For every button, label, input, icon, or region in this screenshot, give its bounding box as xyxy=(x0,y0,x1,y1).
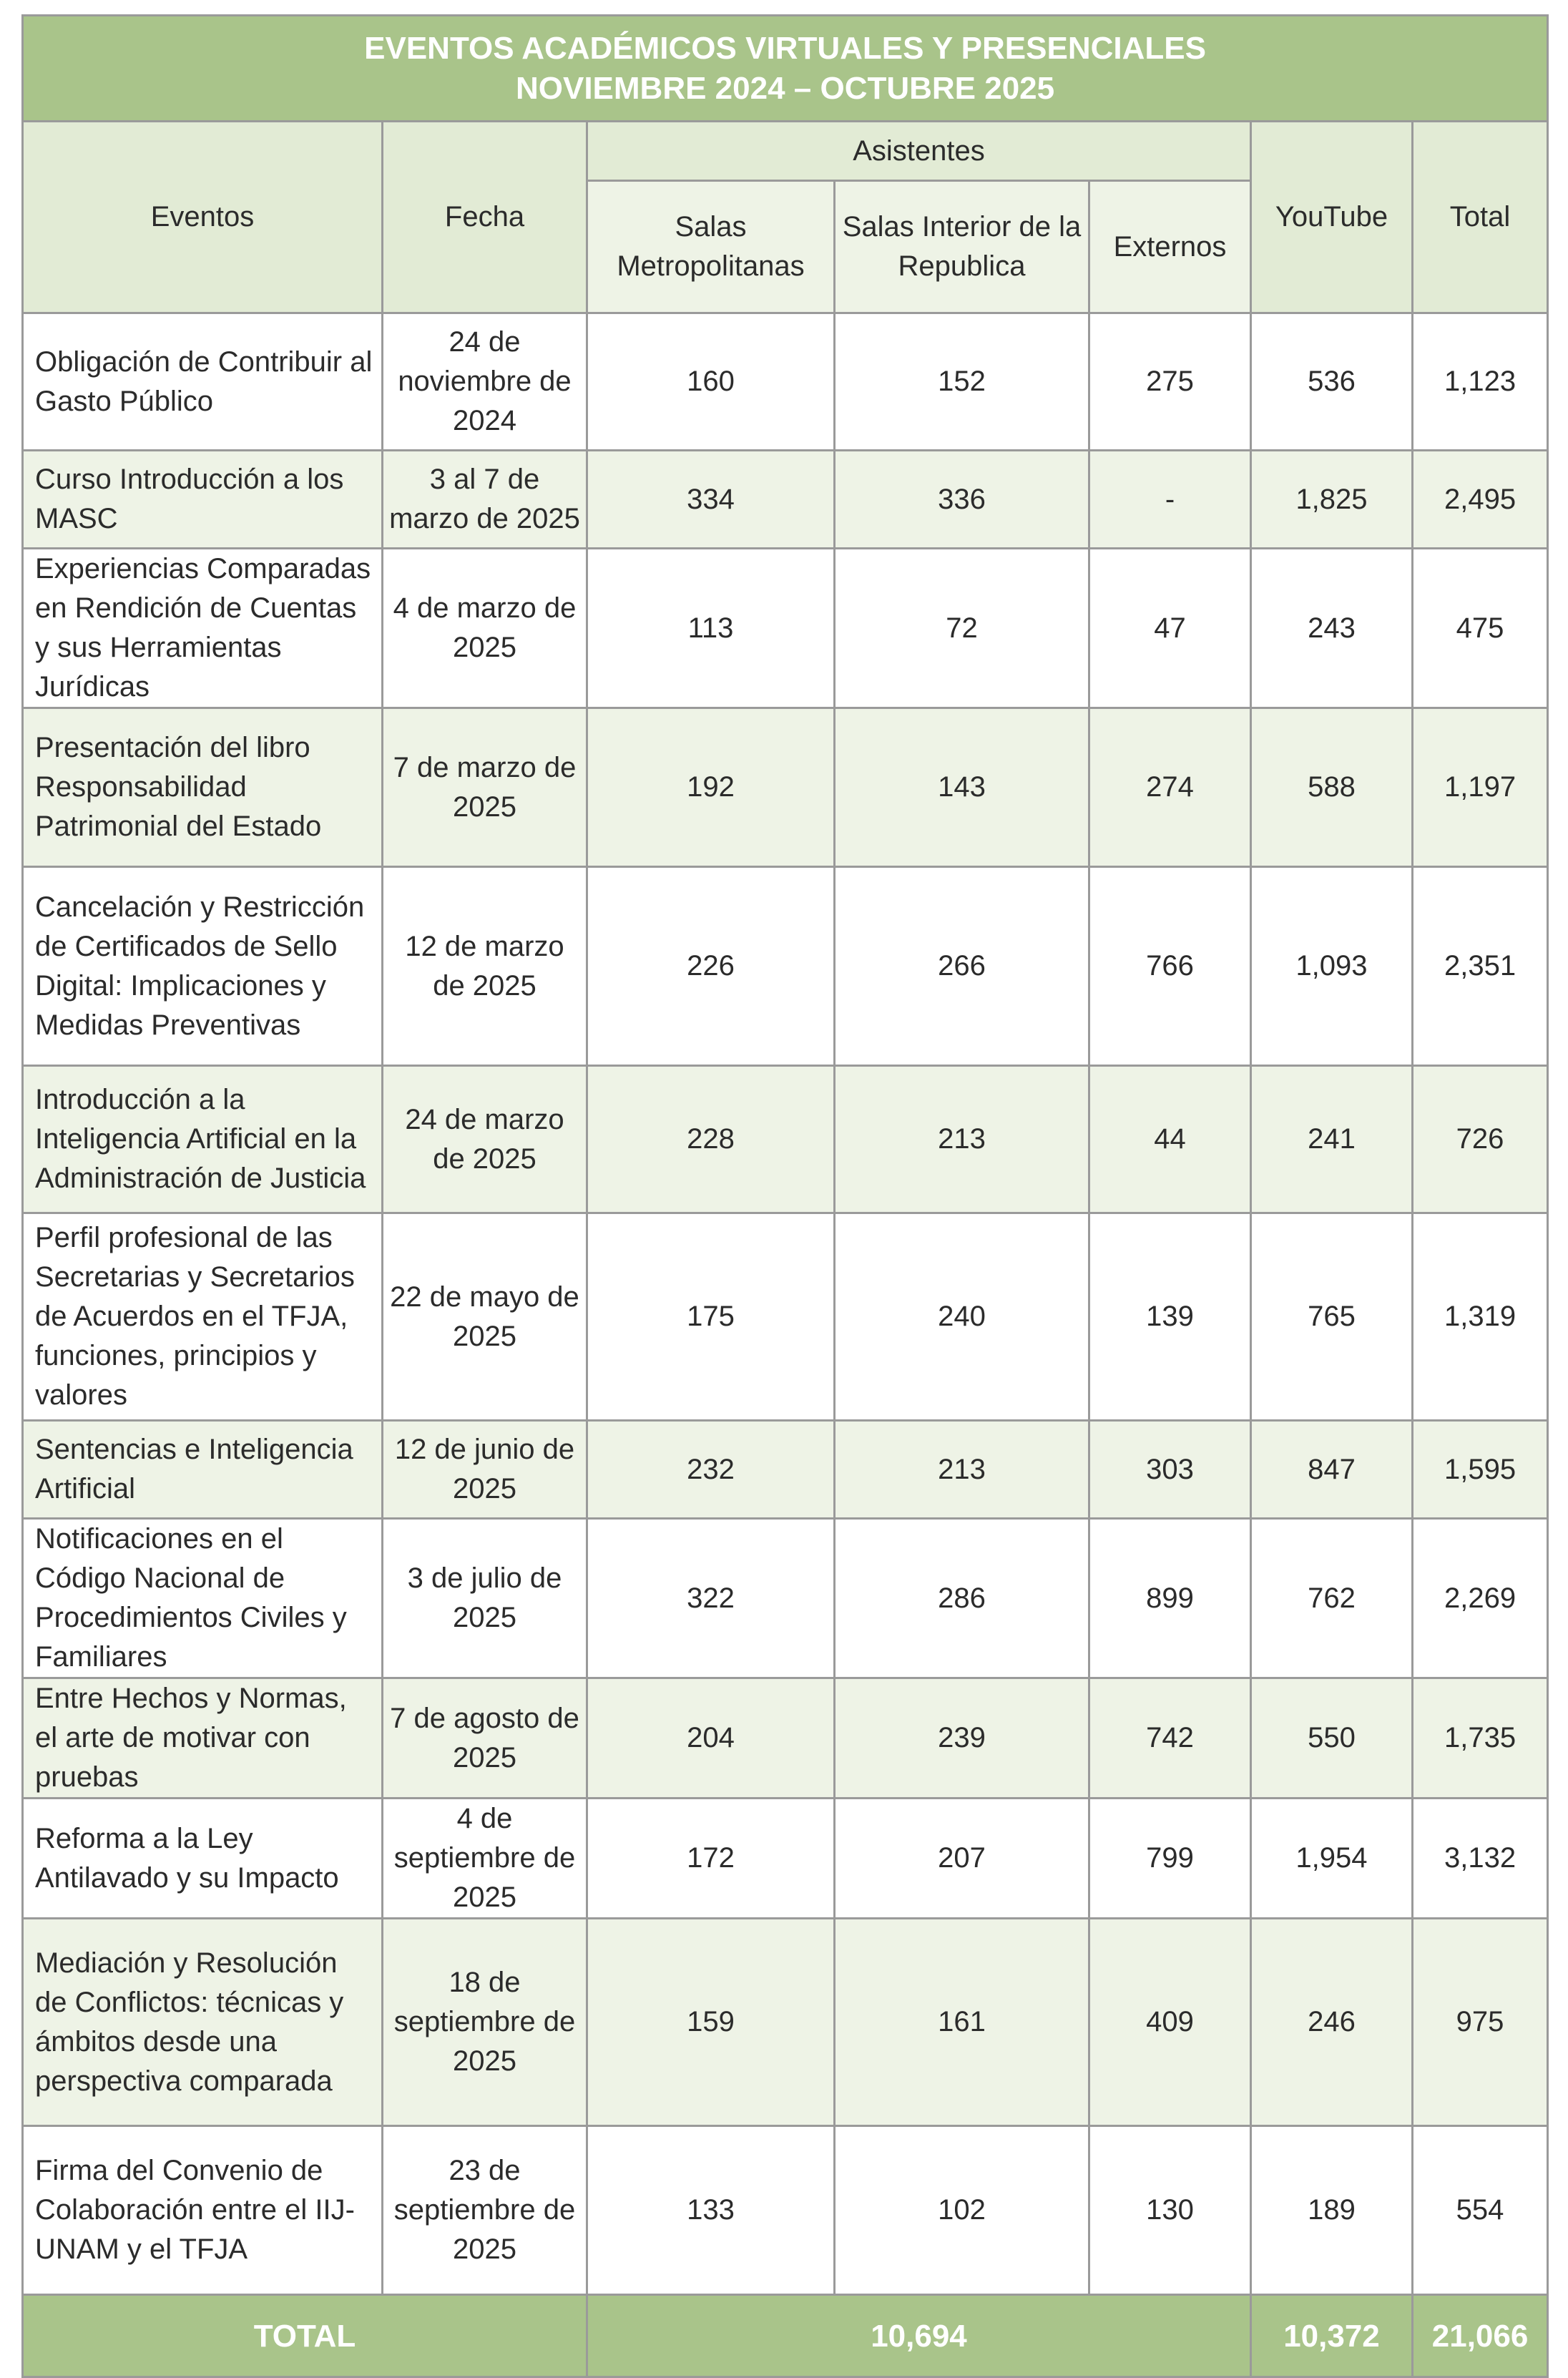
youtube-count: 1,825 xyxy=(1251,451,1413,549)
youtube-count: 847 xyxy=(1251,1421,1413,1519)
total-count: 3,132 xyxy=(1413,1799,1548,1919)
youtube-count: 189 xyxy=(1251,2126,1413,2295)
title-line-2: NOVIEMBRE 2024 – OCTUBRE 2025 xyxy=(515,70,1055,106)
events-table xyxy=(21,14,1549,2378)
event-date: 3 de julio de 2025 xyxy=(383,1519,587,1678)
event-date: 12 de junio de 2025 xyxy=(383,1421,587,1519)
header-youtube: YouTube xyxy=(1251,122,1413,313)
total-grand: 21,066 xyxy=(1413,2295,1548,2377)
header-salas-interior: Salas Interior de la Republica xyxy=(835,181,1089,313)
interior-count: 286 xyxy=(835,1519,1089,1678)
event-name: Firma del Convenio de Colaboración entre el IIJ-UNAM y el TFJA xyxy=(23,2126,383,2295)
metro-count: 226 xyxy=(587,867,835,1066)
metro-count: 204 xyxy=(587,1678,835,1799)
metro-count: 334 xyxy=(587,451,835,549)
youtube-count: 588 xyxy=(1251,708,1413,867)
interior-count: 161 xyxy=(835,1919,1089,2126)
header-externos: Externos xyxy=(1089,181,1251,313)
externos-count: 303 xyxy=(1089,1421,1251,1519)
externos-count: 47 xyxy=(1089,549,1251,708)
table-row xyxy=(23,549,1548,708)
interior-count: 152 xyxy=(835,313,1089,451)
total-youtube: 10,372 xyxy=(1251,2295,1413,2377)
total-count: 2,269 xyxy=(1413,1519,1548,1678)
event-date: 18 de septiembre de 2025 xyxy=(383,1919,587,2126)
total-row xyxy=(23,2295,1548,2377)
table-row xyxy=(23,1678,1548,1799)
metro-count: 192 xyxy=(587,708,835,867)
total-asistentes: 10,694 xyxy=(587,2295,1251,2377)
event-date: 7 de marzo de 2025 xyxy=(383,708,587,867)
table-title xyxy=(23,16,1548,122)
total-count: 1,735 xyxy=(1413,1678,1548,1799)
metro-count: 322 xyxy=(587,1519,835,1678)
interior-count: 102 xyxy=(835,2126,1089,2295)
metro-count: 159 xyxy=(587,1919,835,2126)
event-name: Experiencias Comparadas en Rendición de Cuentas y sus Herramientas Jurídicas xyxy=(23,549,383,708)
total-count: 1,595 xyxy=(1413,1421,1548,1519)
table-row xyxy=(23,313,1548,451)
event-date: 7 de agosto de 2025 xyxy=(383,1678,587,1799)
table-row xyxy=(23,708,1548,867)
event-name: Entre Hechos y Normas, el arte de motivar con pruebas xyxy=(23,1678,383,1799)
event-date: 24 de marzo de 2025 xyxy=(383,1066,587,1213)
externos-count: 799 xyxy=(1089,1799,1251,1919)
externos-count: 899 xyxy=(1089,1519,1251,1678)
table-row xyxy=(23,1421,1548,1519)
total-count: 2,351 xyxy=(1413,867,1548,1066)
youtube-count: 536 xyxy=(1251,313,1413,451)
event-date: 3 al 7 de marzo de 2025 xyxy=(383,451,587,549)
metro-count: 160 xyxy=(587,313,835,451)
youtube-count: 550 xyxy=(1251,1678,1413,1799)
table-row xyxy=(23,867,1548,1066)
youtube-count: 241 xyxy=(1251,1066,1413,1213)
interior-count: 266 xyxy=(835,867,1089,1066)
total-count: 554 xyxy=(1413,2126,1548,2295)
event-name: Presentación del libro Responsabilidad Patrimonial del Estado xyxy=(23,708,383,867)
total-count: 475 xyxy=(1413,549,1548,708)
event-name: Perfil profesional de las Secretarias y Secretarios de Acuerdos en el TFJA, funciones, principios y valores xyxy=(23,1213,383,1421)
event-date: 12 de marzo de 2025 xyxy=(383,867,587,1066)
externos-count: 274 xyxy=(1089,708,1251,867)
total-count: 726 xyxy=(1413,1066,1548,1213)
interior-count: 72 xyxy=(835,549,1089,708)
header-total: Total xyxy=(1413,122,1548,313)
event-date: 4 de marzo de 2025 xyxy=(383,549,587,708)
externos-count: - xyxy=(1089,451,1251,549)
youtube-count: 765 xyxy=(1251,1213,1413,1421)
event-name: Curso Introducción a los MASC xyxy=(23,451,383,549)
title-line-1: EVENTOS ACADÉMICOS VIRTUALES Y PRESENCIALES xyxy=(364,30,1206,66)
youtube-count: 246 xyxy=(1251,1919,1413,2126)
event-date: 24 de noviembre de 2024 xyxy=(383,313,587,451)
events-table-container xyxy=(21,14,1547,2378)
metro-count: 228 xyxy=(587,1066,835,1213)
interior-count: 240 xyxy=(835,1213,1089,1421)
table-row xyxy=(23,1919,1548,2126)
interior-count: 213 xyxy=(835,1066,1089,1213)
total-count: 1,197 xyxy=(1413,708,1548,867)
total-count: 1,319 xyxy=(1413,1213,1548,1421)
interior-count: 239 xyxy=(835,1678,1089,1799)
event-name: Cancelación y Restricción de Certificados de Sello Digital: Implicaciones y Medidas Preventivas xyxy=(23,867,383,1066)
total-label: TOTAL xyxy=(23,2295,587,2377)
table-row xyxy=(23,2126,1548,2295)
event-date: 23 de septiembre de 2025 xyxy=(383,2126,587,2295)
event-name: Reforma a la Ley Antilavado y su Impacto xyxy=(23,1799,383,1919)
metro-count: 175 xyxy=(587,1213,835,1421)
table-row xyxy=(23,1799,1548,1919)
table-row xyxy=(23,1213,1548,1421)
youtube-count: 762 xyxy=(1251,1519,1413,1678)
total-count: 2,495 xyxy=(1413,451,1548,549)
interior-count: 336 xyxy=(835,451,1089,549)
externos-count: 409 xyxy=(1089,1919,1251,2126)
event-name: Mediación y Resolución de Conflictos: técnicas y ámbitos desde una perspectiva comparada xyxy=(23,1919,383,2126)
youtube-count: 1,954 xyxy=(1251,1799,1413,1919)
total-count: 1,123 xyxy=(1413,313,1548,451)
header-asistentes: Asistentes xyxy=(587,122,1251,181)
interior-count: 213 xyxy=(835,1421,1089,1519)
table-row xyxy=(23,1519,1548,1678)
metro-count: 133 xyxy=(587,2126,835,2295)
metro-count: 172 xyxy=(587,1799,835,1919)
externos-count: 130 xyxy=(1089,2126,1251,2295)
metro-count: 113 xyxy=(587,549,835,708)
event-name: Introducción a la Inteligencia Artificial en la Administración de Justicia xyxy=(23,1066,383,1213)
interior-count: 207 xyxy=(835,1799,1089,1919)
metro-count: 232 xyxy=(587,1421,835,1519)
event-date: 4 de septiembre de 2025 xyxy=(383,1799,587,1919)
event-date: 22 de mayo de 2025 xyxy=(383,1213,587,1421)
total-count: 975 xyxy=(1413,1919,1548,2126)
header-fecha: Fecha xyxy=(383,122,587,313)
table-row xyxy=(23,1066,1548,1213)
event-name: Notificaciones en el Código Nacional de Procedimientos Civiles y Familiares xyxy=(23,1519,383,1678)
event-name: Sentencias e Inteligencia Artificial xyxy=(23,1421,383,1519)
externos-count: 766 xyxy=(1089,867,1251,1066)
youtube-count: 1,093 xyxy=(1251,867,1413,1066)
youtube-count: 243 xyxy=(1251,549,1413,708)
interior-count: 143 xyxy=(835,708,1089,867)
externos-count: 139 xyxy=(1089,1213,1251,1421)
externos-count: 742 xyxy=(1089,1678,1251,1799)
externos-count: 44 xyxy=(1089,1066,1251,1213)
table-row xyxy=(23,451,1548,549)
event-name: Obligación de Contribuir al Gasto Público xyxy=(23,313,383,451)
externos-count: 275 xyxy=(1089,313,1251,451)
header-eventos: Eventos xyxy=(23,122,383,313)
header-salas-metropolitanas: Salas Metropolitanas xyxy=(587,181,835,313)
